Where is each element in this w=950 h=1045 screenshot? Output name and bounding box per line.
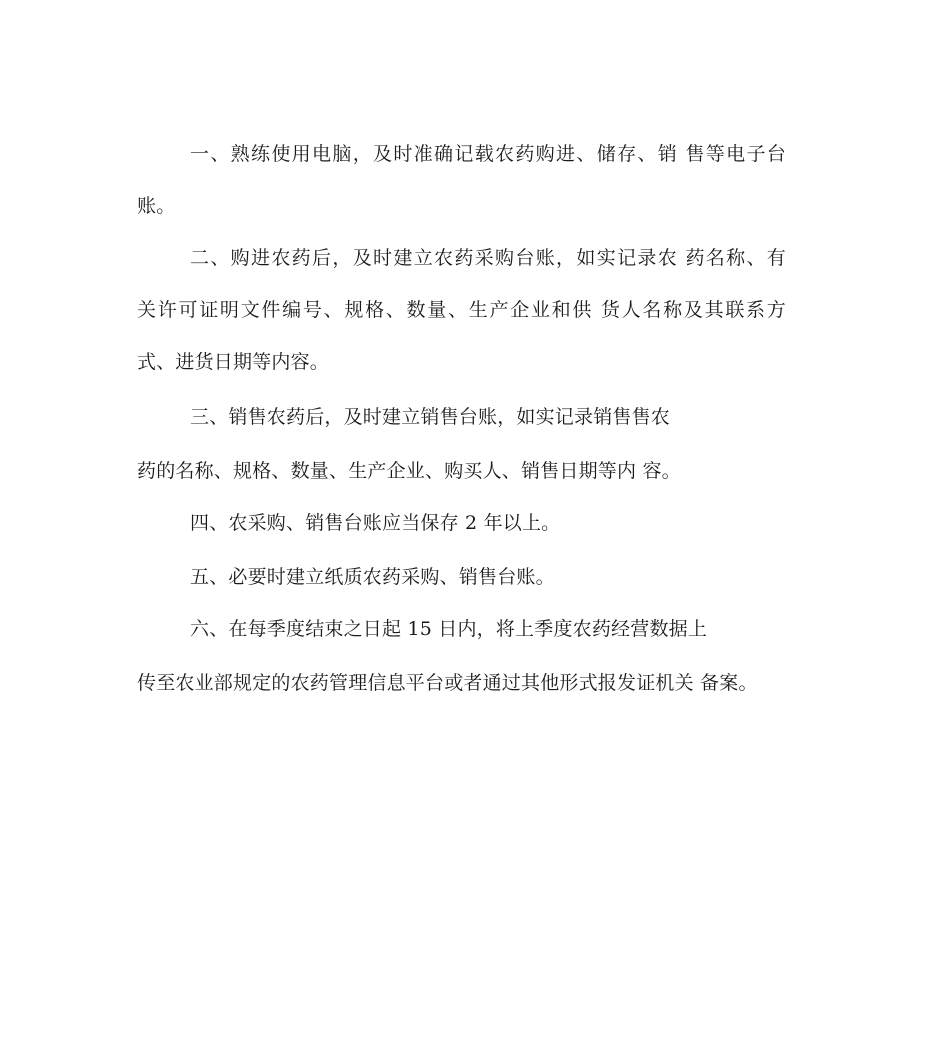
item-6-line-2: 传至农业部规定的农药管理信息平台或者通过其他形式报发证机关 备案。 [137,672,758,694]
item-4: 四、农采购、销售台账应当保存 2 年以上。 [190,512,561,534]
item-3-line-2: 药的名称、规格、数量、生产企业、购买人、销售日期等内 容。 [137,460,681,482]
item-1-line-2: 账。 [137,195,176,217]
item-2-line-3: 式、进货日期等内容。 [137,351,330,373]
item-2-line-1: 二、购进农药后，及时建立农药采购台账，如实记录农 药名称、有 [190,247,786,269]
item-1-line-1: 一、熟练使用电脑，及时准确记载农药购进、储存、销 售等电子台 [190,143,786,165]
item-6-line-1: 六、在每季度结束之日起 15 日内，将上季度农药经营数据上 [190,618,708,640]
item-2-line-2: 关许可证明文件编号、规格、数量、生产企业和供 货人名称及其联系方 [137,299,786,321]
item-3-line-1: 三、销售农药后，及时建立销售台账，如实记录销售售农 [190,406,671,428]
item-5: 五、必要时建立纸质农药采购、销售台账。 [190,566,555,588]
